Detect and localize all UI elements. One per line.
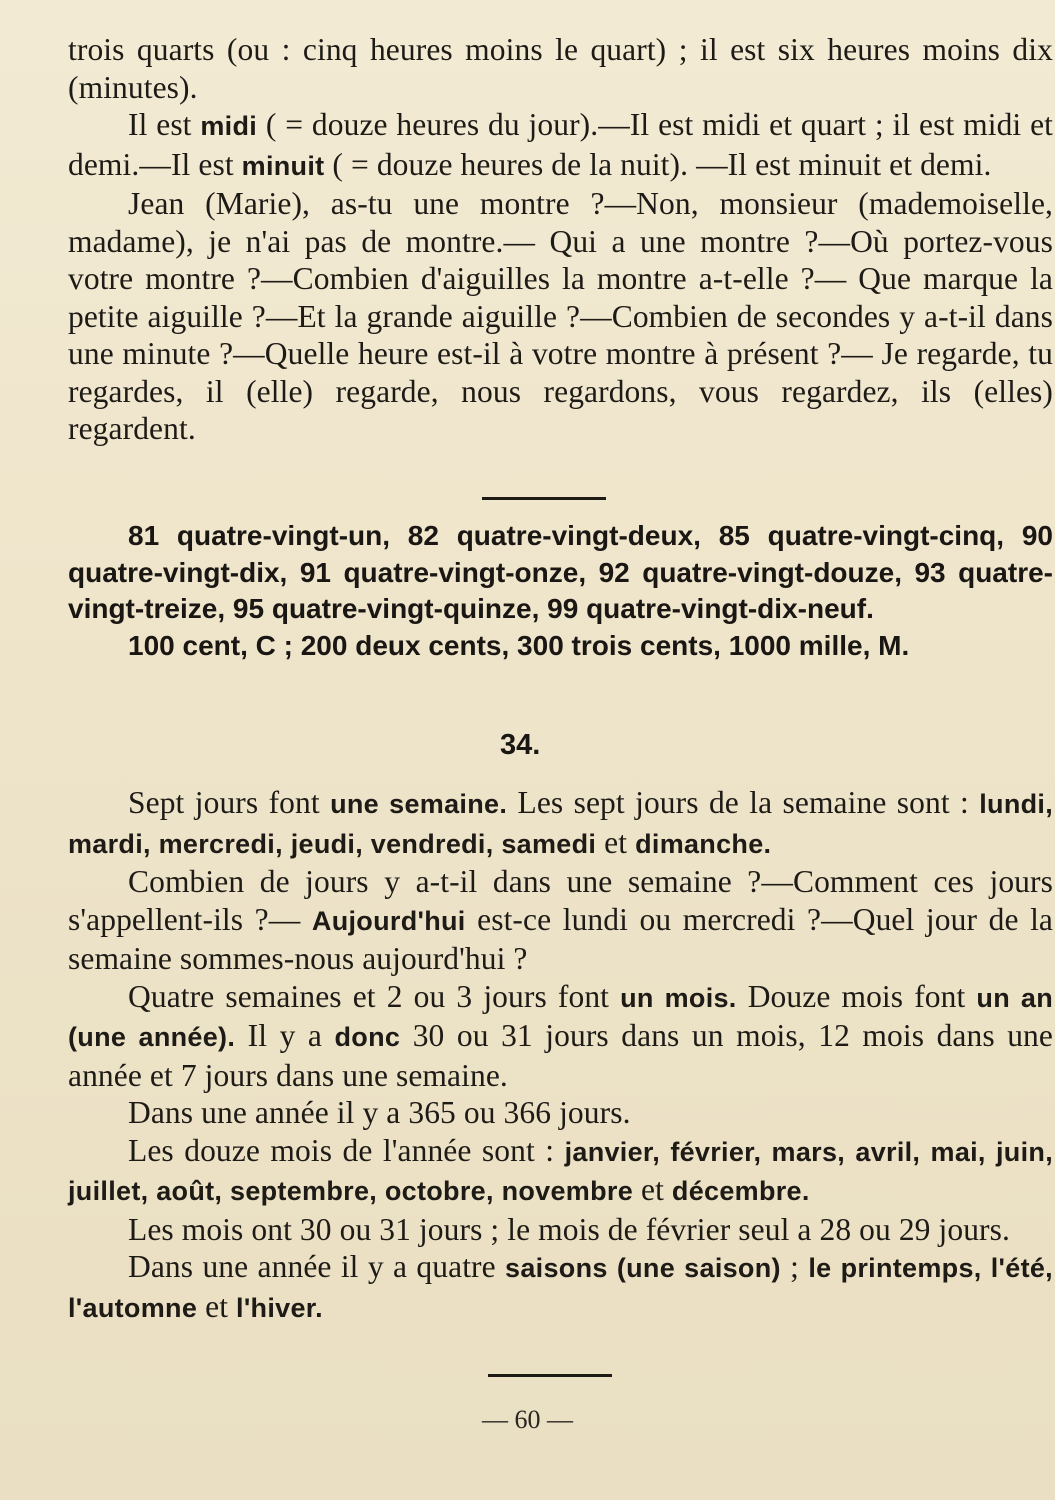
paragraph-continuation [68,31,1053,106]
paragraph-questions-jours [68,863,1053,978]
paragraph-fevrier [68,1211,1053,1249]
text-run: et [633,1172,672,1207]
text-run: ( = douze heures de la nuit). —Il est minuit et demi. [324,146,992,182]
text-run: Dans une année il y a quatre [128,1249,506,1284]
text-run: ( = douze heures du jour).—Il est midi et quart ; il est midi et demi.—Il est [68,107,1054,182]
paragraph-semaine [68,784,1053,863]
separator-rule-top [482,497,606,500]
numbers-block [68,518,1053,664]
text-run: Les sept jours de la semaine sont : [507,785,980,820]
paragraph-montre [68,185,1053,448]
text-run: ; [780,1249,809,1284]
text-run: et [596,824,636,860]
bold-term: Aujourd'hui [311,905,466,936]
top-text-block [68,31,1053,448]
text-run: Il y a [235,1018,335,1053]
text-run: Sept jours font [128,785,331,820]
bold-term: décembre. [671,1176,810,1206]
text-run: Les mois ont 30 ou 31 jours ; le mois de février seul a 28 ou 29 jours. [128,1211,1010,1247]
text-run: 30 ou 31 jours dans un mois, 12 mois dans une année et 7 jours dans une semaine. [68,1018,1053,1093]
numbers-line-80s: 81 quatre-vingt-un, 82 quatre-vingt-deux, 85 quatre-vingt-cinq, 90 quatre-vingt-dix, 91 quatre-vingt-onze, 92 quatre-vingt-douze, 93 quatre-vingt-treize, 95 quatre-vingt-quinze, 99 quatre-vingt-dix-neuf. [68,520,1053,624]
bold-term: donc [334,1022,401,1052]
paragraph-douze-mois [68,1132,1053,1211]
text-run: Dans une année il y a 365 ou 366 jours. [128,1095,631,1130]
text-run: et [197,1288,237,1324]
text-run: Il est [128,107,201,142]
bold-term: midi [200,111,258,141]
bold-term: un an (une année). [68,982,1054,1052]
numbers-line-hundreds: 100 cent, C ; 200 deux cents, 300 trois cents, 1000 mille, M. [128,629,910,661]
page-number: — 60 — [482,1405,573,1434]
bold-term: janvier, février, mars, avril, mai, juin, juillet, août, septembre, octobre, novembre [68,1136,1054,1206]
text-run: trois quarts (ou : cinq heures moins le quart) ; il est six heures moins dix (minutes). [68,32,1053,105]
bold-term: minuit [241,150,325,181]
separator-rule-bottom [488,1374,612,1377]
bold-term: une semaine. [330,789,508,819]
bold-term: le printemps, l'été, l'automne [68,1253,1053,1323]
bold-term: dimanche. [635,828,772,859]
bold-term: un mois. [620,982,737,1013]
paragraph-saisons [68,1248,1053,1327]
text-run: Jean (Marie), as-tu une montre ?—Non, monsieur (mademoiselle, madame), je n'ai pas de montre.— Qui a une montre ?—Où portez-vous votre montre ?—Combien d'aiguilles la montre a-t-elle ?— Que marque la petite aiguille ?—Et la grande aiguille ?—Combien de secondes y a-t-il dans une minute ?—Quelle heure est-il à votre montre à présent ?— Je regarde, tu regardes, il (elle) regarde, nous regardons, vous regardez, ils (elles) regardent. [68,186,1053,446]
paragraph-jours-annee [68,1094,1053,1132]
bold-term: lundi, mardi, mercredi, jeudi, vendredi, samedi [68,789,1054,859]
bold-term: l'hiver. [236,1292,323,1323]
text-run: est-ce lundi ou mercredi ?—Quel jour de la semaine sommes-nous aujourd'hui ? [68,901,1053,976]
paragraph-mois [68,978,1053,1095]
bottom-text-block [68,784,1053,1327]
paragraph-midi [68,106,1053,185]
text-run: Douze mois font [736,978,977,1014]
bold-term: saisons (une saison) [505,1253,781,1283]
text-run: Quatre semaines et 2 ou 3 jours font [128,978,621,1014]
text-run: Les douze mois de l'année sont : [128,1132,565,1168]
text-run: Combien de jours y a-t-il dans une semaine ?—Comment ces jours s'appellent-ils ?— [68,864,1053,937]
section-number: 34. [500,729,541,761]
